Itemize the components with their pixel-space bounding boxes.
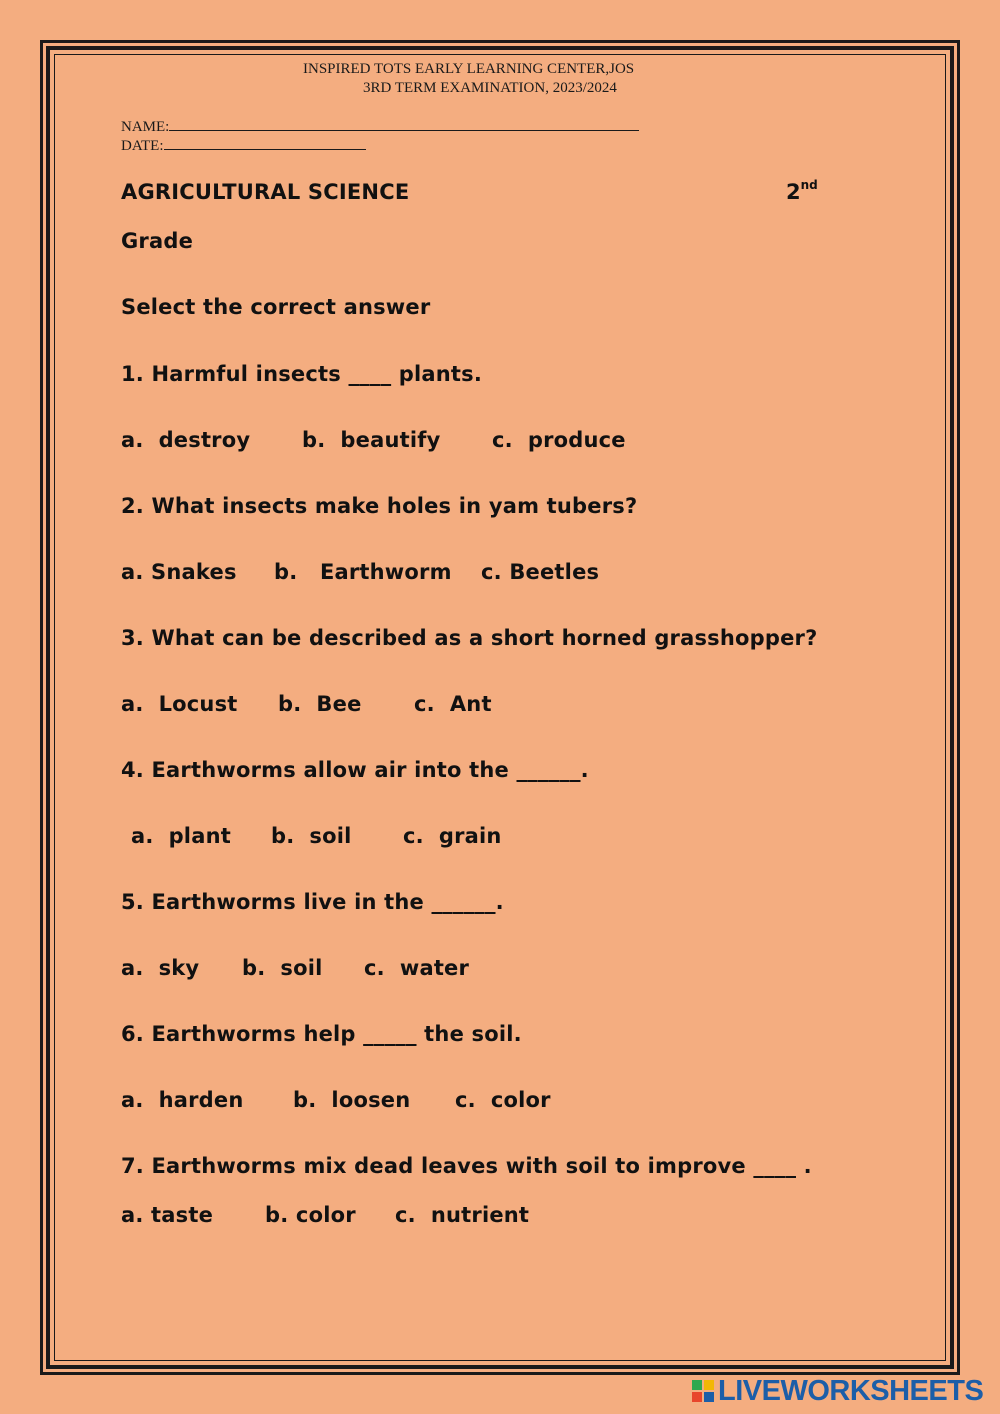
date-blank-line[interactable] — [164, 137, 366, 150]
question-6: 6. Earthworms help _____ the soil. — [121, 1022, 522, 1046]
q5-option-c[interactable]: c. water — [364, 956, 470, 980]
q3-option-c[interactable]: c. Ant — [414, 692, 492, 716]
q2-option-b[interactable]: b. Earthworm — [274, 560, 452, 584]
liveworksheets-logo-text: LIVEWORKSHEETS — [718, 1374, 984, 1407]
subject-title: AGRICULTURAL SCIENCE — [121, 180, 410, 204]
grade-number — [786, 180, 818, 204]
question-2: 2. What insects make holes in yam tubers? — [121, 494, 638, 518]
question-3: 3. What can be described as a short horned grasshopper? — [121, 626, 818, 650]
name-blank-line[interactable] — [169, 118, 639, 131]
question-5: 5. Earthworms live in the ______. — [121, 890, 504, 914]
q2-option-a[interactable]: a. Snakes — [121, 560, 237, 584]
q6-option-c[interactable]: c. color — [455, 1088, 551, 1112]
q1-option-c[interactable]: c. produce — [492, 428, 626, 452]
grade-number-suffix: nd — [800, 178, 818, 192]
date-field[interactable] — [121, 137, 366, 155]
q5-option-b[interactable]: b. soil — [242, 956, 323, 980]
liveworksheets-logo-icon — [692, 1380, 714, 1402]
q6-option-a[interactable]: a. harden — [121, 1088, 244, 1112]
date-label: DATE: — [121, 138, 164, 154]
instruction: Select the correct answer — [121, 295, 431, 319]
q7-option-a[interactable]: a. taste — [121, 1203, 214, 1227]
q3-option-a[interactable]: a. Locust — [121, 692, 238, 716]
q4-option-b[interactable]: b. soil — [271, 824, 352, 848]
question-4: 4. Earthworms allow air into the ______. — [121, 758, 589, 782]
q2-option-c[interactable]: c. Beetles — [481, 560, 600, 584]
q6-option-b[interactable]: b. loosen — [293, 1088, 411, 1112]
q3-option-b[interactable]: b. Bee — [278, 692, 362, 716]
school-name: INSPIRED TOTS EARLY LEARNING CENTER,JOS — [303, 61, 635, 77]
exam-title: 3RD TERM EXAMINATION, 2023/2024 — [363, 80, 617, 96]
liveworksheets-logo[interactable] — [692, 1374, 983, 1408]
name-label: NAME: — [121, 119, 170, 135]
q4-option-c[interactable]: c. grain — [403, 824, 502, 848]
q7-option-c[interactable]: c. nutrient — [395, 1203, 530, 1227]
question-1: 1. Harmful insects ____ plants. — [121, 362, 483, 386]
question-7: 7. Earthworms mix dead leaves with soil to improve ____ . — [121, 1154, 812, 1178]
q4-option-a[interactable]: a. plant — [131, 824, 231, 848]
q7-option-b[interactable]: b. color — [265, 1203, 356, 1227]
q5-option-a[interactable]: a. sky — [121, 956, 200, 980]
grade-number-value: 2 — [786, 180, 801, 204]
grade-label: Grade — [121, 229, 194, 253]
name-field[interactable] — [121, 118, 639, 136]
q1-option-b[interactable]: b. beautify — [302, 428, 441, 452]
q1-option-a[interactable]: a. destroy — [121, 428, 251, 452]
